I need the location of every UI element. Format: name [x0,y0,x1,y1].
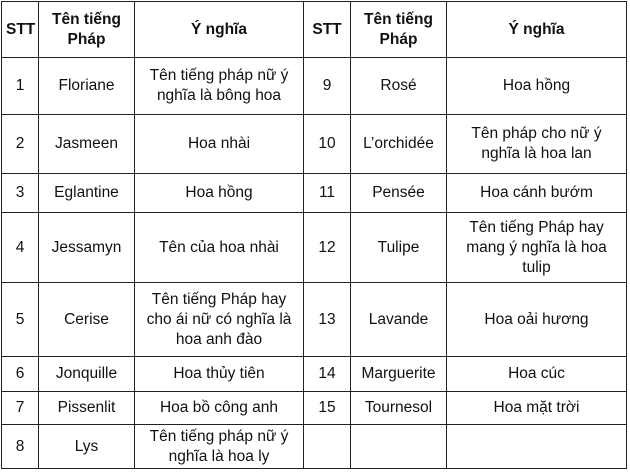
cell-name: L’orchidée [351,115,447,174]
cell-meaning: Hoa oải hương [447,283,627,357]
cell-stt: 5 [2,283,39,357]
cell-meaning: Hoa thủy tiên [135,357,304,392]
header-stt: STT [304,2,351,58]
cell-meaning: Hoa nhài [135,115,304,174]
cell-name: Tournesol [351,392,447,425]
cell-meaning: Hoa hồng [135,174,304,213]
cell-stt: 12 [304,213,351,283]
cell-name: Pensée [351,174,447,213]
cell-stt: 4 [2,213,39,283]
cell-meaning: Tên tiếng pháp nữ ý nghĩa là hoa ly [135,425,304,469]
cell-meaning: Hoa mặt trời [447,392,627,425]
cell-meaning: Tên pháp cho nữ ý nghĩa là hoa lan [447,115,627,174]
cell-stt: 9 [304,58,351,115]
table-row [2,174,627,213]
header-meaning: Ý nghĩa [135,2,304,58]
cell-name: Pissenlit [39,392,135,425]
cell-stt: 3 [2,174,39,213]
cell-stt-empty [304,425,351,469]
cell-name: Lys [39,425,135,469]
cell-name: Eglantine [39,174,135,213]
cell-meaning: Tên của hoa nhài [135,213,304,283]
cell-meaning: Hoa bồ công anh [135,392,304,425]
cell-stt: 2 [2,115,39,174]
cell-stt: 13 [304,283,351,357]
cell-name-empty [351,425,447,469]
cell-name: Jessamyn [39,213,135,283]
cell-name: Jasmeen [39,115,135,174]
table-row [2,357,627,392]
cell-stt: 11 [304,174,351,213]
cell-stt: 10 [304,115,351,174]
table-row [2,425,627,469]
header-stt: STT [2,2,39,58]
table-row [2,58,627,115]
table-row [2,213,627,283]
cell-meaning-empty [447,425,627,469]
cell-stt: 14 [304,357,351,392]
cell-stt: 8 [2,425,39,469]
french-flower-names-table [1,1,627,469]
cell-meaning: Hoa cúc [447,357,627,392]
header-name: Tên tiếng Pháp [351,2,447,58]
cell-stt: 7 [2,392,39,425]
cell-name: Jonquille [39,357,135,392]
header-row [2,2,627,58]
cell-name: Floriane [39,58,135,115]
cell-name: Rosé [351,58,447,115]
cell-meaning: Tên tiếng pháp nữ ý nghĩa là bông hoa [135,58,304,115]
cell-stt: 1 [2,58,39,115]
cell-name: Cerise [39,283,135,357]
cell-name: Lavande [351,283,447,357]
cell-meaning: Tên tiếng Pháp hay mang ý nghĩa là hoa tulip [447,213,627,283]
header-name: Tên tiếng Pháp [39,2,135,58]
table-row [2,115,627,174]
cell-stt: 15 [304,392,351,425]
header-meaning: Ý nghĩa [447,2,627,58]
cell-meaning: Hoa hồng [447,58,627,115]
cell-stt: 6 [2,357,39,392]
cell-meaning: Tên tiếng Pháp hay cho ái nữ có nghĩa là hoa anh đào [135,283,304,357]
table-row [2,283,627,357]
cell-name: Tulipe [351,213,447,283]
table-row [2,392,627,425]
cell-meaning: Hoa cánh bướm [447,174,627,213]
cell-name: Marguerite [351,357,447,392]
